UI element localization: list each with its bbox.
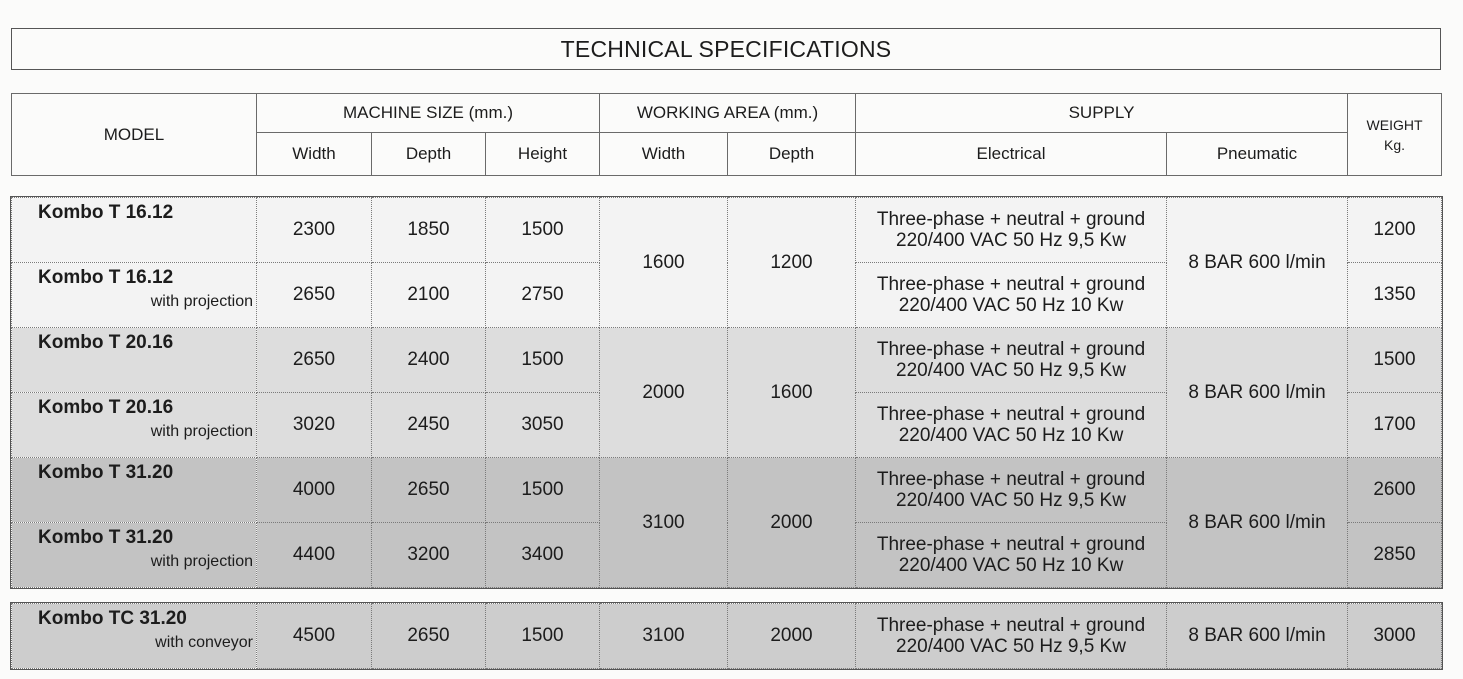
electrical-cell [856, 328, 1167, 393]
electrical-line2: 220/400 VAC 50 Hz 9,5 Kw [896, 636, 1126, 657]
wa-width-cell: 3100 [600, 458, 728, 588]
pneumatic-cell: 8 BAR 600 l/min [1167, 458, 1348, 588]
model-cell [12, 458, 257, 523]
electrical-cell [856, 604, 1167, 669]
wa-depth-cell: 1200 [728, 198, 856, 328]
depth-cell: 1850 [372, 198, 486, 263]
model-variant: with projection [150, 423, 253, 440]
spec-table-conveyor [11, 603, 1442, 669]
electrical-line1: Three-phase + neutral + ground [876, 404, 1146, 425]
machine-size-header: MACHINE SIZE (mm.) [257, 94, 600, 133]
height-cell: 1500 [486, 604, 600, 669]
wa-depth-cell: 2000 [728, 458, 856, 588]
height-cell: 3400 [486, 523, 600, 588]
table-row [12, 458, 1442, 523]
electrical-line2: 220/400 VAC 50 Hz 10 Kw [898, 295, 1124, 316]
table-row [12, 198, 1442, 263]
electrical-line1: Three-phase + neutral + ground [876, 274, 1146, 295]
model-cell [12, 523, 257, 588]
depth-cell: 2650 [372, 458, 486, 523]
electrical-line2: 220/400 VAC 50 Hz 9,5 Kw [896, 490, 1126, 511]
height-cell: 2750 [486, 263, 600, 328]
electrical-line1: Three-phase + neutral + ground [876, 469, 1146, 490]
pneumatic-cell: 8 BAR 600 l/min [1167, 604, 1348, 669]
weight-cell: 2850 [1348, 523, 1442, 588]
model-cell [12, 263, 257, 328]
depth-cell: 2400 [372, 328, 486, 393]
height-cell: 1500 [486, 458, 600, 523]
electrical-line2: 220/400 VAC 50 Hz 10 Kw [898, 555, 1124, 576]
model-name: Kombo T 20.16 [38, 332, 174, 353]
depth-cell: 2650 [372, 604, 486, 669]
height-cell: 1500 [486, 328, 600, 393]
weight-header-label: WEIGHT [1366, 116, 1423, 133]
weight-cell: 3000 [1348, 604, 1442, 669]
electrical-cell [856, 263, 1167, 328]
electrical-line2: 220/400 VAC 50 Hz 9,5 Kw [896, 360, 1126, 381]
page-title: TECHNICAL SPECIFICATIONS [11, 28, 1441, 70]
model-name: Kombo T 20.16 [38, 397, 174, 418]
depth-cell: 3200 [372, 523, 486, 588]
model-variant: with conveyor [155, 634, 253, 651]
height-cell: 3050 [486, 393, 600, 458]
table-row [12, 328, 1442, 393]
electrical-line2: 220/400 VAC 50 Hz 9,5 Kw [896, 230, 1126, 251]
model-variant: with projection [150, 293, 253, 310]
weight-header [1348, 94, 1442, 176]
width-cell: 2650 [257, 263, 372, 328]
supply-header: SUPPLY [856, 94, 1348, 133]
weight-cell: 1200 [1348, 198, 1442, 263]
electrical-line1: Three-phase + neutral + ground [876, 209, 1146, 230]
model-name: Kombo T 31.20 [38, 527, 174, 548]
wa-width-cell: 3100 [600, 604, 728, 669]
width-cell: 4000 [257, 458, 372, 523]
weight-header-unit: Kg. [1384, 136, 1406, 153]
electrical-cell [856, 393, 1167, 458]
model-cell [12, 393, 257, 458]
model-cell [12, 198, 257, 263]
model-header: MODEL [12, 94, 257, 176]
depth-cell: 2450 [372, 393, 486, 458]
height-header: Height [486, 133, 600, 176]
electrical-cell [856, 458, 1167, 523]
table-row [12, 604, 1442, 669]
wa-depth-cell: 1600 [728, 328, 856, 458]
model-cell [12, 604, 257, 669]
spec-table-header [11, 93, 1442, 176]
wa-width-cell: 2000 [600, 328, 728, 458]
width-cell: 2300 [257, 198, 372, 263]
model-name: Kombo TC 31.20 [38, 608, 187, 629]
electrical-cell [856, 523, 1167, 588]
pneumatic-cell: 8 BAR 600 l/min [1167, 198, 1348, 328]
model-cell [12, 328, 257, 393]
model-name: Kombo T 31.20 [38, 462, 174, 483]
depth-header: Depth [372, 133, 486, 176]
wa-width-header: Width [600, 133, 728, 176]
width-header: Width [257, 133, 372, 176]
model-name: Kombo T 16.12 [38, 202, 174, 223]
weight-cell: 1350 [1348, 263, 1442, 328]
width-cell: 4400 [257, 523, 372, 588]
electrical-line1: Three-phase + neutral + ground [876, 339, 1146, 360]
wa-depth-cell: 2000 [728, 604, 856, 669]
wa-width-cell: 1600 [600, 198, 728, 328]
pneumatic-header: Pneumatic [1167, 133, 1348, 176]
weight-cell: 1700 [1348, 393, 1442, 458]
spec-table-body [11, 197, 1442, 588]
working-area-header: WORKING AREA (mm.) [600, 94, 856, 133]
width-cell: 3020 [257, 393, 372, 458]
wa-depth-header: Depth [728, 133, 856, 176]
electrical-cell [856, 198, 1167, 263]
weight-cell: 1500 [1348, 328, 1442, 393]
model-name: Kombo T 16.12 [38, 267, 174, 288]
width-cell: 4500 [257, 604, 372, 669]
electrical-line2: 220/400 VAC 50 Hz 10 Kw [898, 425, 1124, 446]
pneumatic-cell: 8 BAR 600 l/min [1167, 328, 1348, 458]
electrical-header: Electrical [856, 133, 1167, 176]
height-cell: 1500 [486, 198, 600, 263]
electrical-line1: Three-phase + neutral + ground [876, 615, 1146, 636]
depth-cell: 2100 [372, 263, 486, 328]
electrical-line1: Three-phase + neutral + ground [876, 534, 1146, 555]
weight-cell: 2600 [1348, 458, 1442, 523]
model-variant: with projection [150, 553, 253, 570]
width-cell: 2650 [257, 328, 372, 393]
